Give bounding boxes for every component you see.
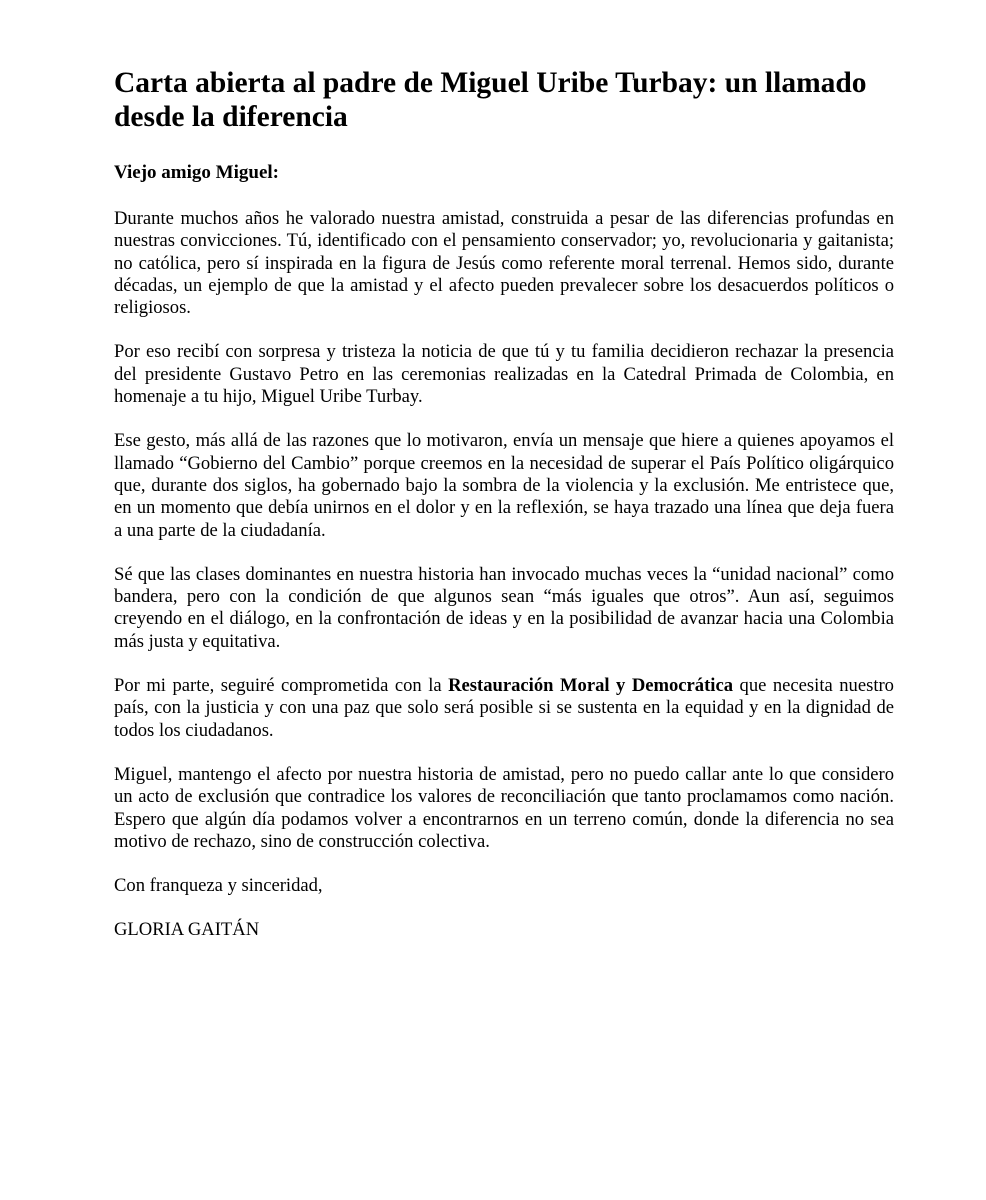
letter-page	[114, 66, 894, 941]
salutation: Viejo amigo Miguel:	[114, 162, 279, 183]
letter-title: Carta abierta al padre de Miguel Uribe Turbay: un llamado desde la diferencia	[114, 67, 867, 133]
paragraph-5-text-after: que necesita nuestro país, con la justicia y con una paz que solo será posible si se sustenta en la equidad y en la dignidad de todos los ciudadanos.	[114, 675, 894, 741]
signature: GLORIA GAITÁN	[114, 919, 260, 941]
paragraph-3: Ese gesto, más allá de las razones que lo motivaron, envía un mensaje que hiere a quienes apoyamos el llamado “Gobierno del Cambio” porque creemos en la necesidad de superar el País Político oligárquico que, durante dos siglos, ha gobernado bajo la sombra de la violencia y la exclusión. Me entristece que, en un momento que debía unirnos en el dolor y en la reflexión, se haya trazado una línea que deja fuera a una parte de la ciudadanía.	[114, 430, 894, 541]
paragraph-6: Miguel, mantengo el afecto por nuestra historia de amistad, pero no puedo callar ante lo que considero un acto de exclusión que contradice los valores de reconciliación que tanto proclamamos como nación. Espero que algún día podamos volver a encontrarnos en un terreno común, donde la diferencia no sea motivo de rechazo, sino de construcción colectiva.	[114, 763, 894, 852]
paragraph-1: Durante muchos años he valorado nuestra amistad, construida a pesar de las diferencias profundas en nuestras convicciones. Tú, identificado con el pensamiento conservador; yo, revolucionaria y gaitanista; no católica, pero sí inspirada en la figura de Jesús como referente moral terrenal. Hemos sido, durante décadas, un ejemplo de que la amistad y el afecto pueden prevalecer sobre los desacuerdos políticos o religiosos.	[114, 208, 894, 319]
closing-line: Con franqueza y sinceridad,	[114, 875, 323, 897]
paragraph-5	[114, 675, 894, 742]
paragraph-2: Por eso recibí con sorpresa y tristeza la noticia de que tú y tu familia decidieron rechazar la presencia del presidente Gustavo Petro en las ceremonias realizadas en la Catedral Primada de Colombia, en homenaje a tu hijo, Miguel Uribe Turbay.	[114, 341, 894, 408]
paragraph-5-text-before: Por mi parte, seguiré comprometida con la	[114, 675, 449, 697]
paragraph-5-bold-phrase: Restauración Moral y Democrática	[448, 675, 734, 697]
paragraph-4: Sé que las clases dominantes en nuestra historia han invocado muchas veces la “unidad nacional” como bandera, pero con la condición de que algunos sean “más iguales que otros”. Aun así, seguimos creyendo en el diálogo, en la confrontación de ideas y en la posibilidad de avanzar hacia una Colombia más justa y equitativa.	[114, 563, 894, 652]
